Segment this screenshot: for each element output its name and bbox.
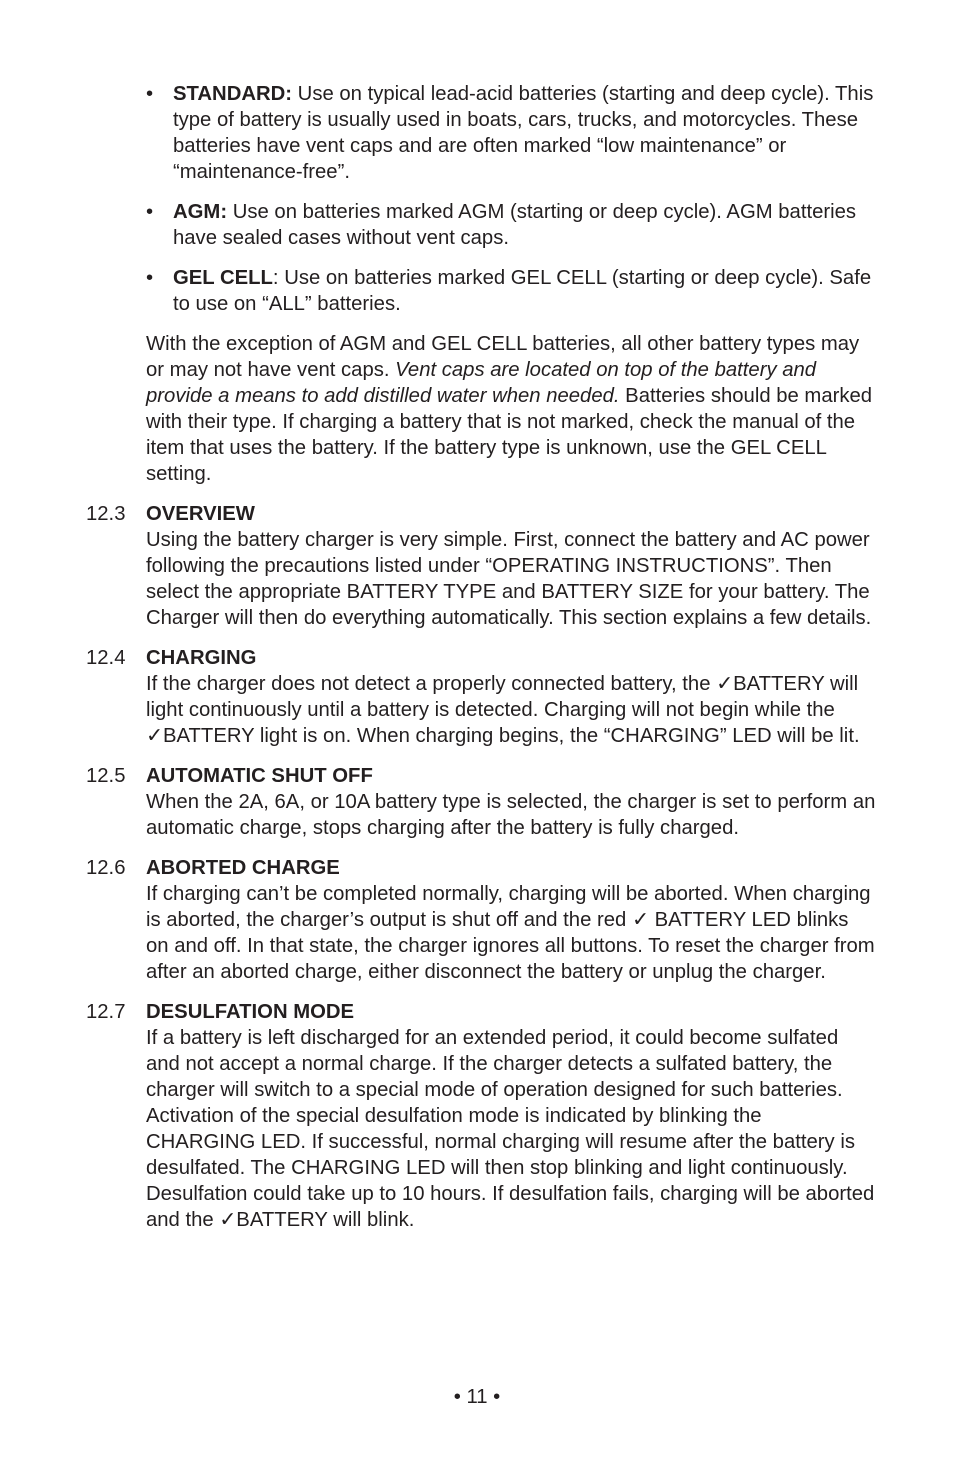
battery-type-list — [146, 81, 876, 331]
section-number: 12.3 — [86, 503, 126, 525]
section-number: 12.6 — [86, 857, 126, 879]
section-text: If a battery is left discharged for an extended period, it could become sulfated and not accept a normal charge. If the charger detects a sulfated battery, the charger will switch to a special mode of operation designed for such batteries. Activation of the special desulfation mode is indicated by blinking the CHARGING LED. If successful, normal charging will resume after the battery is desulfated. The CHARGING LED will then stop blinking and light continuously. Desulfation could take up to 10 hours. If desulfation fails, charging will be aborted and the ✓BATTERY will blink. — [146, 1027, 875, 1231]
section-body — [146, 645, 876, 749]
section-body — [146, 999, 876, 1233]
section-overview — [86, 501, 876, 631]
bullet-text: Use on batteries marked AGM (starting or deep cycle). AGM batteries have sealed cases without vent caps. — [173, 201, 857, 249]
bullet-glyph: • — [146, 267, 154, 289]
section-heading: ABORTED CHARGE — [146, 857, 340, 879]
page-number: • 11 • — [453, 1386, 501, 1408]
section-body — [146, 855, 876, 985]
section-number: 12.7 — [86, 1001, 126, 1023]
intro-italic-text: Vent caps are located on top of the battery and provide a means to add distilled water when needed. — [146, 359, 817, 407]
section-text: Using the battery charger is very simple. First, connect the battery and AC power following the precautions listed under “OPERATING INSTRUCTIONS”. Then select the appropriate BATTERY TYPE and BATTERY SIZE for your battery. The Charger will then do everything automatically. This section explains a few details. — [146, 529, 872, 629]
section-heading: AUTOMATIC SHUT OFF — [146, 765, 373, 787]
list-item — [146, 265, 876, 317]
section-text: If charging can’t be completed normally, charging will be aborted. When charging is aborted, the charger’s output is shut off and the red ✓ BATTERY LED blinks on and off. In that state, the charger ignores all buttons. To reset the charger from after an aborted charge, either disconnect the battery or unplug the charger. — [146, 883, 875, 983]
list-item — [146, 81, 876, 185]
bullet-glyph: • — [146, 83, 154, 105]
bullet-text: Use on typical lead-acid batteries (starting and deep cycle). This type of battery is usually used in boats, cars, trucks, and motorcycles. These batteries have vent caps and are often marked “low maintenance” or “maintenance-free”. — [173, 83, 874, 183]
section-number: 12.5 — [86, 765, 126, 787]
section-text: When the 2A, 6A, or 10A battery type is selected, the charger is set to perform an automatic charge, stops charging after the battery is fully charged. — [146, 791, 876, 839]
bullet-term: STANDARD: — [173, 83, 293, 105]
bullet-term: AGM: — [173, 201, 228, 223]
section-body — [146, 763, 876, 841]
section-desulfation-mode — [86, 999, 876, 1233]
sections — [86, 501, 876, 1247]
section-number: 12.4 — [86, 647, 126, 669]
section-charging — [86, 645, 876, 749]
intro-paragraph — [146, 331, 876, 487]
intro-text: With the exception of AGM and GEL CELL batteries, all other battery types may or may not have vent caps. — [146, 333, 860, 381]
list-item — [146, 199, 876, 251]
bullet-term: GEL CELL — [173, 267, 273, 289]
bullet-glyph: • — [146, 201, 154, 223]
section-aborted-charge — [86, 855, 876, 985]
section-automatic-shut-off — [86, 763, 876, 841]
intro-text-continued: Batteries should be marked with their type. If charging a battery that is not marked, check the manual of the item that uses the battery. If the battery type is unknown, use the GEL CELL setting. — [146, 385, 873, 485]
section-text: If the charger does not detect a properly connected battery, the ✓BATTERY will light continuously until a battery is detected. Charging will not begin while the ✓BATTERY light is on. When charging begins, the “CHARGING” LED will be lit. — [146, 673, 860, 747]
bullet-text: : Use on batteries marked GEL CELL (starting or deep cycle). Safe to use on “ALL” batteries. — [173, 267, 872, 315]
section-heading: CHARGING — [146, 647, 257, 669]
section-heading: OVERVIEW — [146, 503, 255, 525]
section-heading: DESULFATION MODE — [146, 1001, 355, 1023]
section-body — [146, 501, 876, 631]
